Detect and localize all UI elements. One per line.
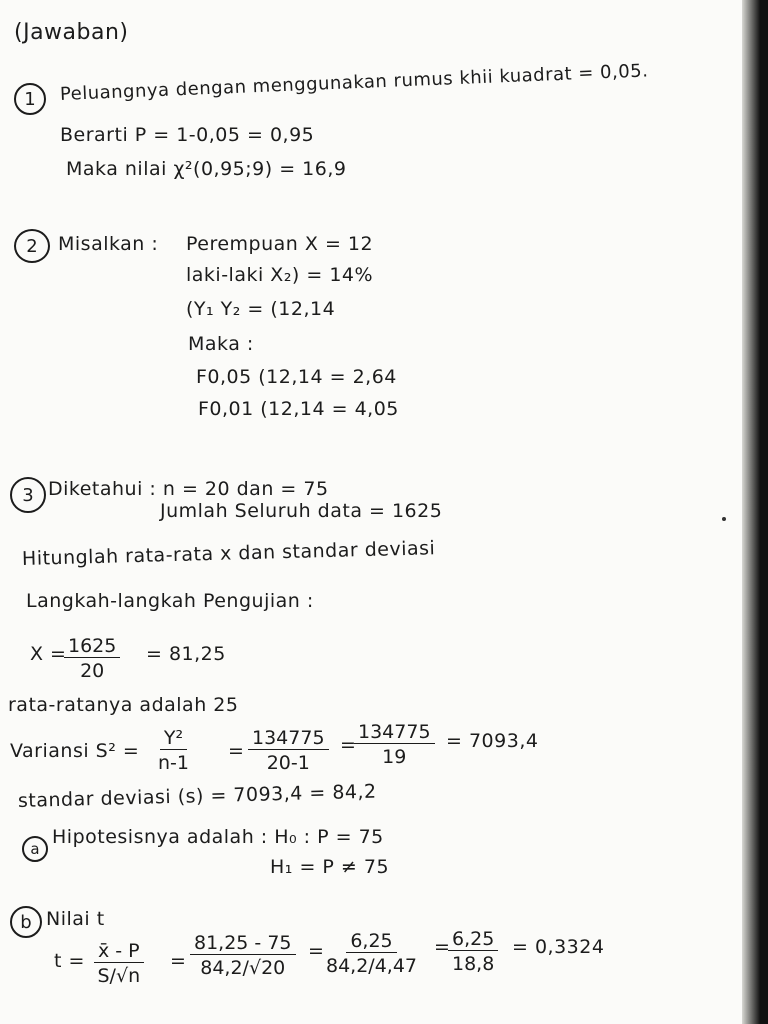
q2-line-5: F0,05 (12,14 = 2,64	[196, 366, 397, 388]
q3-line-4: Langkah-langkah Pengujian :	[26, 590, 314, 612]
page-edge-shadow	[742, 0, 768, 1024]
t-eq-2: =	[308, 940, 325, 962]
t-lhs: t =	[54, 950, 85, 972]
t-fraction-4	[448, 928, 498, 977]
t-f1-numerator: x̄ - P	[94, 940, 144, 963]
t-f2-numerator: 81,25 - 75	[190, 932, 296, 955]
q1-line-3: Maka nilai χ²(0,95;9) = 16,9	[66, 158, 347, 180]
variance-lhs: Variansi S² =	[10, 740, 140, 762]
t-eq-3: =	[434, 936, 451, 958]
q3-line-1: Diketahui : n = 20 dan = 75	[48, 478, 329, 500]
q3-line-6: standar deviasi (s) = 7093,4 = 84,2	[17, 780, 377, 812]
question-2-number: 2	[14, 229, 50, 263]
stray-ink-dot	[722, 517, 726, 521]
variance-fraction-1	[158, 727, 189, 776]
question-1-number: 1	[14, 83, 46, 115]
q2-line-4: Maka :	[188, 333, 254, 355]
t-f3-numerator: 6,25	[346, 930, 396, 953]
q2-line-6: F0,01 (12,14 = 4,05	[198, 398, 399, 420]
q3-line-3: Hitunglah rata-rata x dan standar deviasi	[21, 537, 436, 570]
t-f4-denominator: 18,8	[452, 953, 495, 975]
t-fraction-3	[326, 930, 417, 979]
q2-line-2: laki-laki X₂) = 14%	[186, 264, 374, 286]
mean-denominator: 20	[80, 660, 105, 682]
mean-rhs: = 81,25	[146, 643, 226, 665]
variance-f1-denominator: n-1	[158, 752, 189, 774]
variance-f1-numerator: Y²	[160, 727, 187, 750]
t-fraction-2	[190, 932, 296, 981]
variance-eq-1: =	[228, 740, 245, 762]
q2-label: Misalkan :	[58, 233, 159, 255]
variance-fraction-2	[248, 727, 329, 776]
mean-lhs: X =	[30, 643, 67, 665]
variance-fraction-3	[354, 721, 435, 770]
q3-line-5: rata-ratanya adalah 25	[8, 694, 239, 716]
mean-numerator: 1625	[64, 635, 120, 658]
q1-line-1: Peluangnya dengan menggunakan rumus khii kuadrat = 0,05.	[59, 60, 649, 105]
variance-f2-numerator: 134775	[248, 727, 329, 750]
t-f4-numerator: 6,25	[448, 928, 498, 951]
t-f2-denominator: 84,2/√20	[200, 957, 286, 979]
t-f1-denominator: S/√n	[97, 965, 141, 987]
t-eq-1: =	[170, 950, 187, 972]
q2-line-1: Perempuan X = 12	[186, 233, 374, 255]
q1-line-2: Berarti P = 1-0,05 = 0,95	[60, 124, 315, 146]
question-3-number: 3	[10, 477, 46, 513]
part-b-title: Nilai t	[46, 908, 105, 930]
q3-line-2: Jumlah Seluruh data = 1625	[160, 500, 443, 522]
mean-fraction	[64, 635, 120, 684]
t-fraction-1	[94, 940, 144, 989]
q2-line-3: (Y₁ Y₂ = (12,14	[186, 298, 336, 320]
part-a-line-1: Hipotesisnya adalah : H₀ : P = 75	[52, 826, 384, 848]
variance-f3-denominator: 19	[382, 746, 407, 768]
variance-f3-numerator: 134775	[354, 721, 435, 744]
answer-header: (Jawaban)	[14, 20, 129, 45]
part-b-label: b	[10, 906, 42, 938]
part-a-line-2: H₁ = P ≠ 75	[270, 856, 390, 878]
variance-eq-2: =	[340, 734, 357, 756]
part-a-label: a	[22, 836, 48, 862]
variance-rhs: = 7093,4	[446, 730, 539, 752]
variance-f2-denominator: 20-1	[266, 752, 310, 774]
t-rhs: = 0,3324	[512, 936, 605, 958]
t-f3-denominator: 84,2/4,47	[326, 955, 418, 977]
